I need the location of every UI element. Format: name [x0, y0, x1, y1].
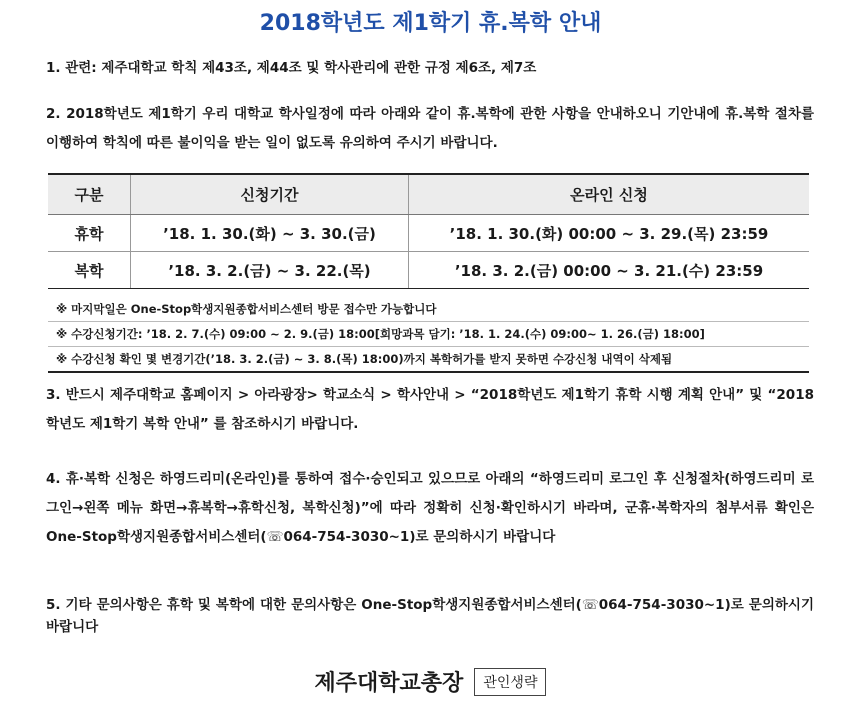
footer-signature	[0, 666, 861, 697]
note-course-registration: ※ 수강신청기간: ’18. 2. 7.(수) 09:00 ~ 2. 9.(금) 18:00[희망과목 담기: ’18. 1. 24.(수) 09:00~ 1. 26.(금) 18:00]	[48, 322, 809, 347]
row-category: 복학	[48, 252, 131, 289]
president-name: 제주대학교총장	[314, 671, 464, 696]
table-row	[48, 215, 809, 252]
telephone-icon: ☏	[266, 529, 284, 545]
header-online-application: 온라인 신청	[409, 174, 810, 215]
row-application-period: ’18. 1. 30.(화) ~ 3. 30.(금)	[131, 215, 409, 252]
row-online-application: ’18. 3. 2.(금) 00:00 ~ 3. 21.(수) 23:59	[409, 252, 810, 289]
row-category: 휴학	[48, 215, 131, 252]
note-last-day: ※ 마지막일은 One-Stop학생지원종합서비스센터 방문 접수만 가능합니다	[48, 297, 809, 322]
header-application-period: 신청기간	[131, 174, 409, 215]
telephone-icon: ☏	[581, 597, 599, 613]
row-application-period: ’18. 3. 2.(금) ~ 3. 22.(목)	[131, 252, 409, 289]
notes-box	[48, 297, 809, 373]
item-related-regulations: 1. 관련: 제주대학교 학칙 제43조, 제44조 및 학사관리에 관한 규정 제6조, 제7조	[46, 60, 537, 76]
page-title: 2018학년도 제1학기 휴.복학 안내	[259, 11, 602, 36]
official-seal-omitted: 관인생략	[474, 668, 546, 696]
table-row	[48, 252, 809, 289]
header-category: 구분	[48, 174, 131, 215]
table-header-row	[48, 174, 809, 215]
item-schedule-notice: 2. 2018학년도 제1학기 우리 대학교 학사일정에 따라 아래와 같이 휴.복학에 관한 사항을 안내하오니 기안내에 휴.복학 절차를 이행하여 학칙에 따른 불이익을 받는 일이 없도록 유의하여 주시기 바랍니다.	[46, 106, 814, 151]
row-online-application: ’18. 1. 30.(화) 00:00 ~ 3. 29.(목) 23:59	[409, 215, 810, 252]
item5-phone: 064-754-3030~1)로 문의하시기 바랍니다	[46, 597, 814, 635]
item-homepage-reference: 3. 반드시 제주대학교 홈페이지 > 아라광장> 학교소식 > 학사안내 > “2018학년도 제1학기 휴학 시행 계획 안내” 및 “2018학년도 제1학기 복학 안내” 를 참조하시기 바랍니다.	[46, 387, 814, 432]
item-online-application	[46, 465, 814, 552]
item4-phone: 064-754-3030~1)로 문의하시기 바랍니다	[283, 529, 556, 545]
schedule-table	[48, 173, 809, 289]
item4-text: 4. 휴·복학 신청은 하영드리미(온라인)를 통하여 접수·승인되고 있으므로 아래의 “하영드리미 로그인 후 신청절차(하영드리미 로그인→왼쪽 메뉴 화면→휴복학→휴학신청, 복학신청)”에 따라 정확히 신청·확인하시기 바라며, 군휴·복학자의 첨부서류 확인은 One-Stop학생지원종합서비스센터(	[46, 471, 814, 545]
item-other-inquiries	[46, 594, 814, 638]
note-registration-change: ※ 수강신청 확인 몇 변경기간(’18. 3. 2.(금) ~ 3. 8.(목) 18:00)까지 복학허가를 받지 못하면 수강신청 내역이 삭제됨	[48, 347, 809, 373]
item5-text: 5. 기타 문의사항은 휴학 및 복학에 대한 문의사항은 One-Stop학생지원종합서비스센터(	[46, 597, 582, 613]
